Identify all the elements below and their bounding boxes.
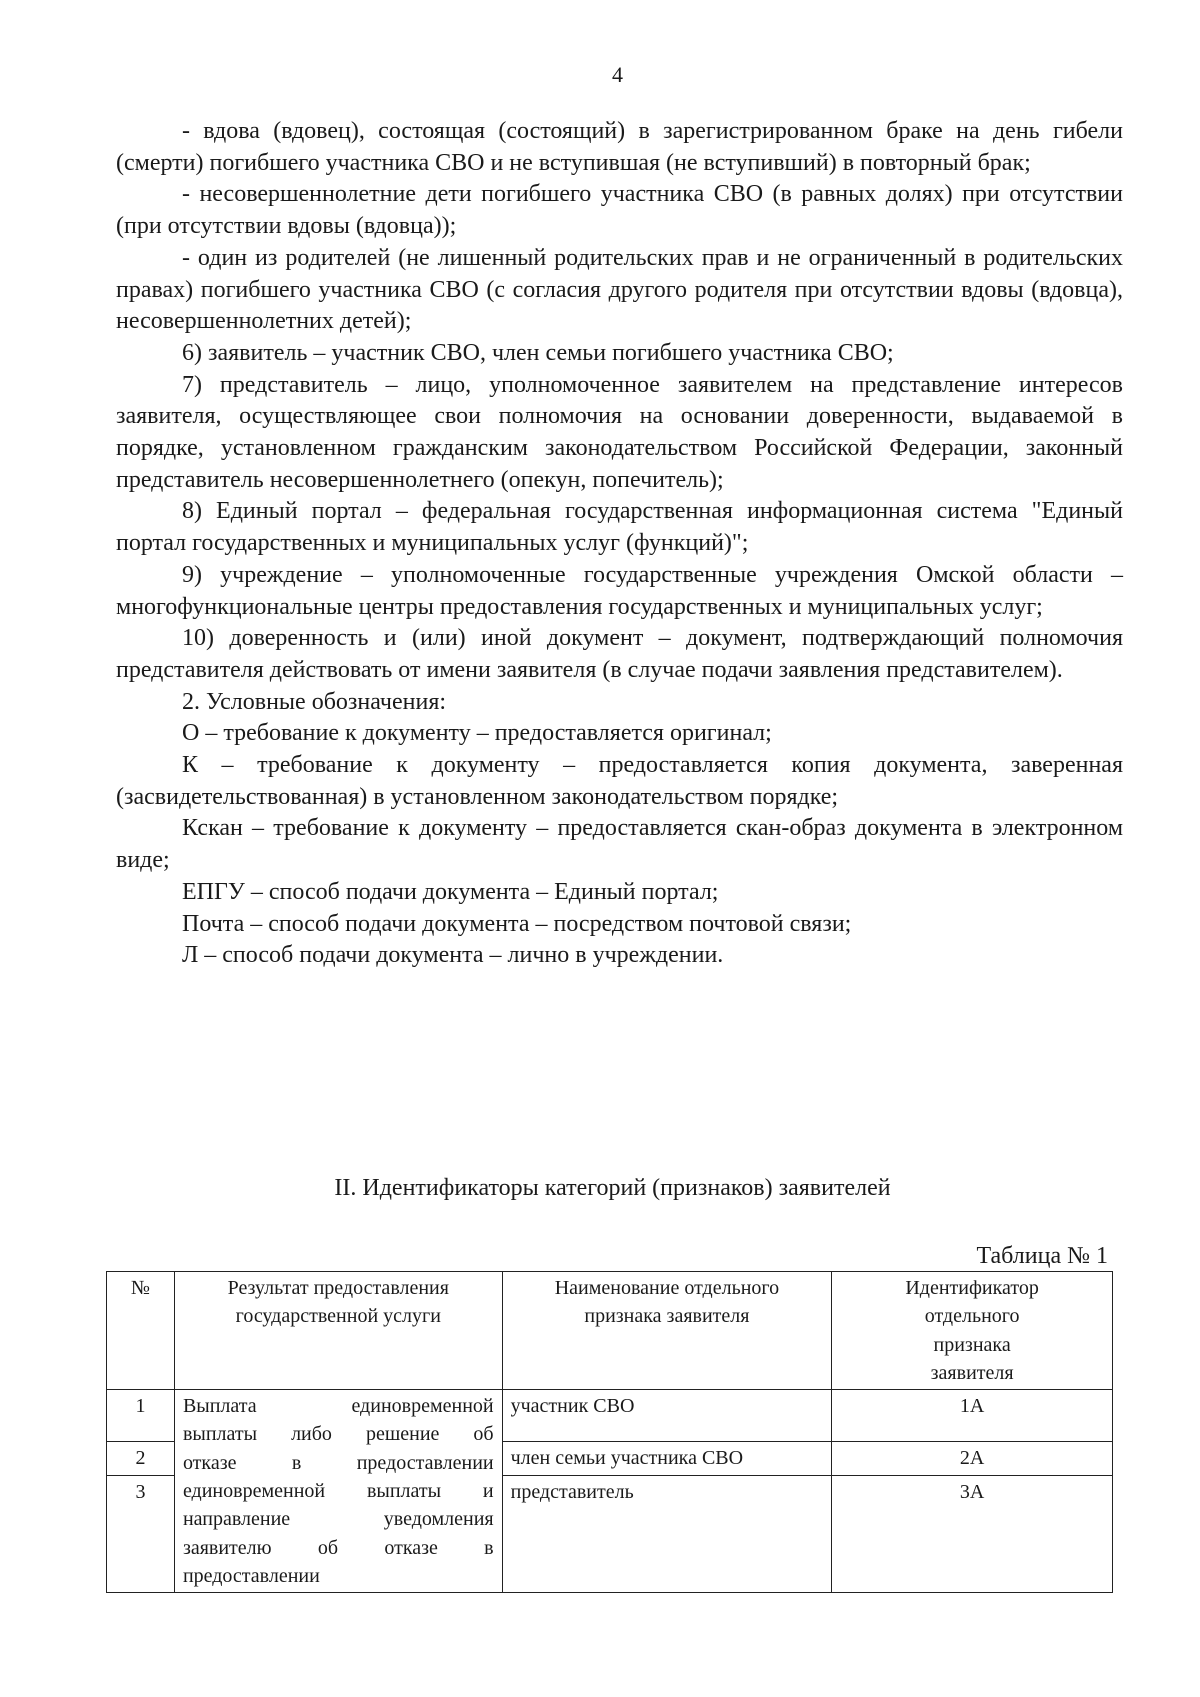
paragraph-unified-portal: 8) Единый портал – федеральная государственная информационная система "Единый портал государственных и муниципальных услуг (функций)"; xyxy=(116,498,1123,557)
attribute-identifier: 1А xyxy=(832,1390,1113,1442)
attribute-name: представитель xyxy=(502,1476,832,1593)
legend-copy: К – требование к документу – предоставляется копия документа, заверенная (засвидетельствованная) в установленном законодательством порядке; xyxy=(116,752,1123,810)
paragraph-representative: 7) представитель – лицо, уполномоченное заявителем на представление интересов заявителя, осуществляющее свои полномочия на основании доверенности, выдаваемой в порядке, установленном гражданским законодательством Российской Федерации, законный представитель несовершеннолетнего (опекун, попечитель); xyxy=(116,371,1123,493)
attribute-identifier: 3А xyxy=(832,1476,1113,1593)
page-number: 4 xyxy=(612,62,623,87)
header-id-line: Идентификатор xyxy=(905,1277,1039,1299)
header-result-line: государственной услуги xyxy=(235,1305,441,1328)
legend-scan: Кскан – требование к документу – предоставляется скан-образ документа в электронном виде; xyxy=(116,815,1123,874)
attribute-name: член семьи участника СВО xyxy=(502,1442,832,1476)
table-row xyxy=(107,1390,1113,1442)
paragraph-children: - несовершеннолетние дети погибшего участника СВО (в равных долях) при отсутствии (при отсутствии вдовы (вдовца)); xyxy=(116,181,1123,240)
legend-original: О – требование к документу – предоставляется оригинал; xyxy=(182,720,772,747)
result-line: направление уведомления xyxy=(182,1508,494,1531)
result-line: Выплата единовременной xyxy=(182,1395,494,1418)
paragraph-applicant: 6) заявитель – участник СВО, член семьи погибшего участника СВО; xyxy=(182,339,894,366)
identifiers-table xyxy=(106,1271,1113,1593)
result-line: предоставлении xyxy=(182,1564,320,1587)
header-result-line: Результат предоставления xyxy=(227,1277,449,1299)
paragraph-institution: 9) учреждение – уполномоченные государственные учреждения Омской области – многофункциональные центры предоставления государственных и муниципальных услуг; xyxy=(116,561,1123,620)
attribute-name: участник СВО xyxy=(502,1390,832,1442)
header-number: № xyxy=(107,1272,175,1390)
service-result-cell xyxy=(174,1390,502,1593)
result-line: заявителю об отказе в xyxy=(182,1536,494,1559)
row-number: 1 xyxy=(107,1390,175,1442)
legend-epgu: ЕПГУ – способ подачи документа – Единый портал; xyxy=(182,878,719,905)
table-header-row xyxy=(107,1272,1113,1390)
header-id-line: признака xyxy=(933,1333,1011,1356)
row-number: 3 xyxy=(107,1476,175,1593)
paragraph-parent: - один из родителей (не лишенный родительских прав и не ограниченный в родительских правах) погибшего участника СВО (с согласия другого родителя при отсутствии вдовы (вдовца), несовершеннолетних детей); xyxy=(116,244,1123,335)
legend-in-person: Л – способ подачи документа – лично в учреждении. xyxy=(182,942,724,969)
header-result xyxy=(174,1272,502,1390)
header-name-line: признака заявителя xyxy=(584,1305,750,1328)
document-body xyxy=(116,116,1123,972)
header-identifier xyxy=(832,1272,1113,1390)
result-line: единовременной выплаты и xyxy=(182,1480,494,1503)
header-id-line: отдельного xyxy=(924,1305,1020,1328)
attribute-identifier: 2А xyxy=(832,1442,1113,1476)
result-line: отказе в предоставлении xyxy=(182,1451,494,1474)
paragraph-legend-heading: 2. Условные обозначения: xyxy=(182,688,447,715)
row-number: 2 xyxy=(107,1442,175,1476)
section-title: II. Идентификаторы категорий (признаков) заявителей xyxy=(334,1175,891,1201)
header-attribute-name xyxy=(502,1272,832,1390)
paragraph-power-of-attorney: 10) доверенность и (или) иной документ – документ, подтверждающий полномочия представителя действовать от имени заявителя (в случае подачи заявления представителем). xyxy=(116,625,1123,683)
legend-post: Почта – способ подачи документа – посредством почтовой связи; xyxy=(182,910,852,937)
table-caption: Таблица № 1 xyxy=(976,1243,1108,1269)
result-line: выплаты либо решение об xyxy=(182,1423,494,1446)
paragraph-widow: - вдова (вдовец), состоящая (состоящий) в зарегистрированном браке на день гибели (смерти) погибшего участника СВО и не вступившая (не вступивший) в повторный брак; xyxy=(116,118,1123,176)
header-name-line: Наименование отдельного xyxy=(554,1277,780,1299)
header-id-line: заявителя xyxy=(930,1361,1014,1384)
